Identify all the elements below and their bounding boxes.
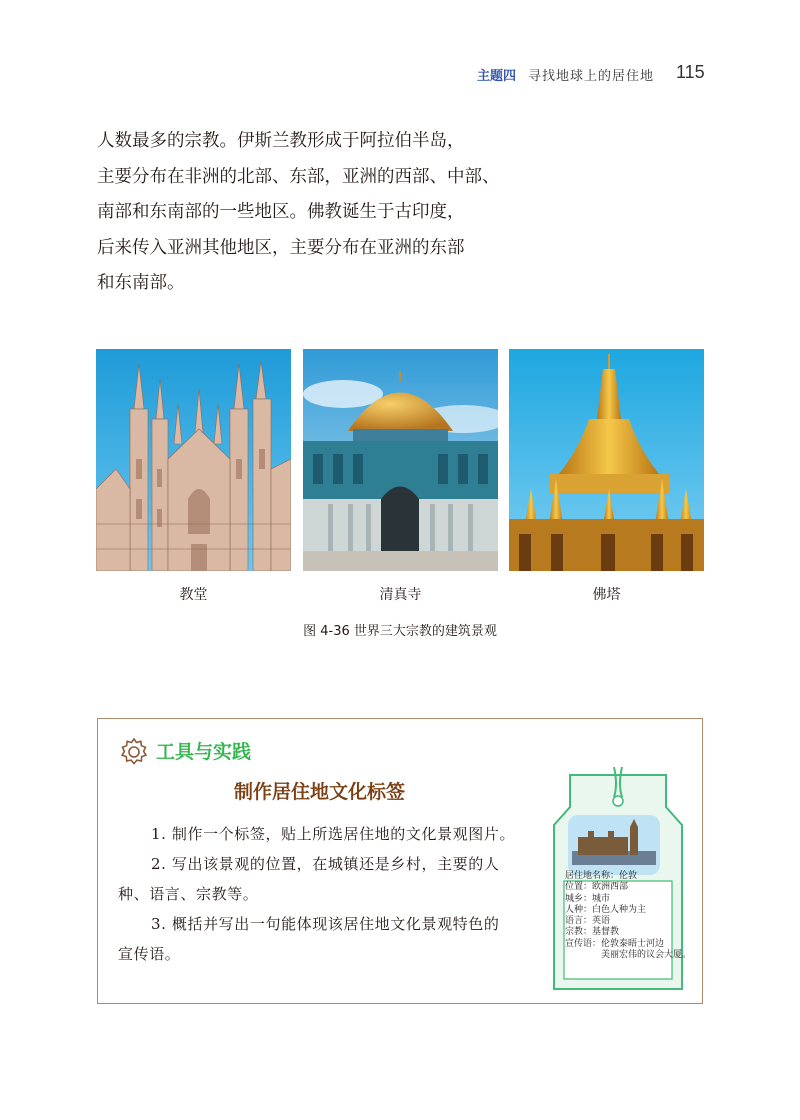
step-line: 2. 写出该景观的位置，在城镇还是乡村，主要的人 bbox=[151, 855, 500, 873]
tag-line: 语言：英语 bbox=[565, 916, 611, 927]
tag-line: 宣传语：伦敦泰晤士河边 bbox=[565, 938, 665, 949]
body-line: 主要分布在非洲的北部、东部，亚洲的西部、中部、 bbox=[97, 166, 500, 187]
tag-line: 城乡：城市 bbox=[565, 893, 611, 904]
mosque-caption: 清真寺 bbox=[379, 587, 422, 603]
running-header bbox=[0, 62, 800, 86]
box-title: 工具与实践 bbox=[156, 741, 252, 763]
practice-box bbox=[97, 718, 703, 1004]
step-line: 种、语言、宗教等。 bbox=[118, 885, 259, 903]
body-paragraph bbox=[97, 124, 527, 302]
task-title: 制作居住地文化标签 bbox=[234, 781, 406, 803]
step-line: 1. 制作一个标签，贴上所选居住地的文化景观图片。 bbox=[151, 825, 516, 843]
steps-list bbox=[118, 819, 528, 969]
gear-icon bbox=[118, 736, 150, 772]
church-photo bbox=[96, 349, 291, 571]
page-number: 115 bbox=[676, 62, 705, 82]
step-line: 3. 概括并写出一句能体现该居住地文化景观特色的 bbox=[151, 915, 500, 933]
tag-line: 位置：欧洲西部 bbox=[565, 882, 629, 893]
figure-caption: 图 4-36 世界三大宗教的建筑景观 bbox=[303, 624, 497, 639]
step-line: 宣传语。 bbox=[118, 945, 181, 963]
church-caption: 教堂 bbox=[179, 587, 208, 603]
body-line: 南部和东南部的一些地区。佛教诞生于古印度， bbox=[97, 202, 465, 222]
tag-line: 居住地名称：伦敦 bbox=[565, 871, 638, 881]
pagoda-caption: 佛塔 bbox=[592, 587, 621, 603]
section-label: 主题四 bbox=[477, 69, 517, 84]
body-line: 人数最多的宗教。伊斯兰教形成于阿拉伯半岛， bbox=[97, 131, 465, 151]
body-line: 后来传入亚洲其他地区，主要分布在亚洲的东部 bbox=[97, 237, 465, 258]
tag-line: 人种：白色人种为主 bbox=[565, 904, 647, 915]
tag-line: 美丽宏伟的议会大厦。 bbox=[565, 950, 692, 961]
tag-info bbox=[565, 871, 691, 961]
mosque-photo bbox=[303, 349, 498, 571]
chapter-title: 寻找地球上的居住地 bbox=[528, 69, 655, 84]
tag-line: 宗教：基督教 bbox=[565, 927, 620, 938]
pagoda-photo bbox=[509, 349, 704, 571]
body-line: 和东南部。 bbox=[97, 273, 185, 293]
